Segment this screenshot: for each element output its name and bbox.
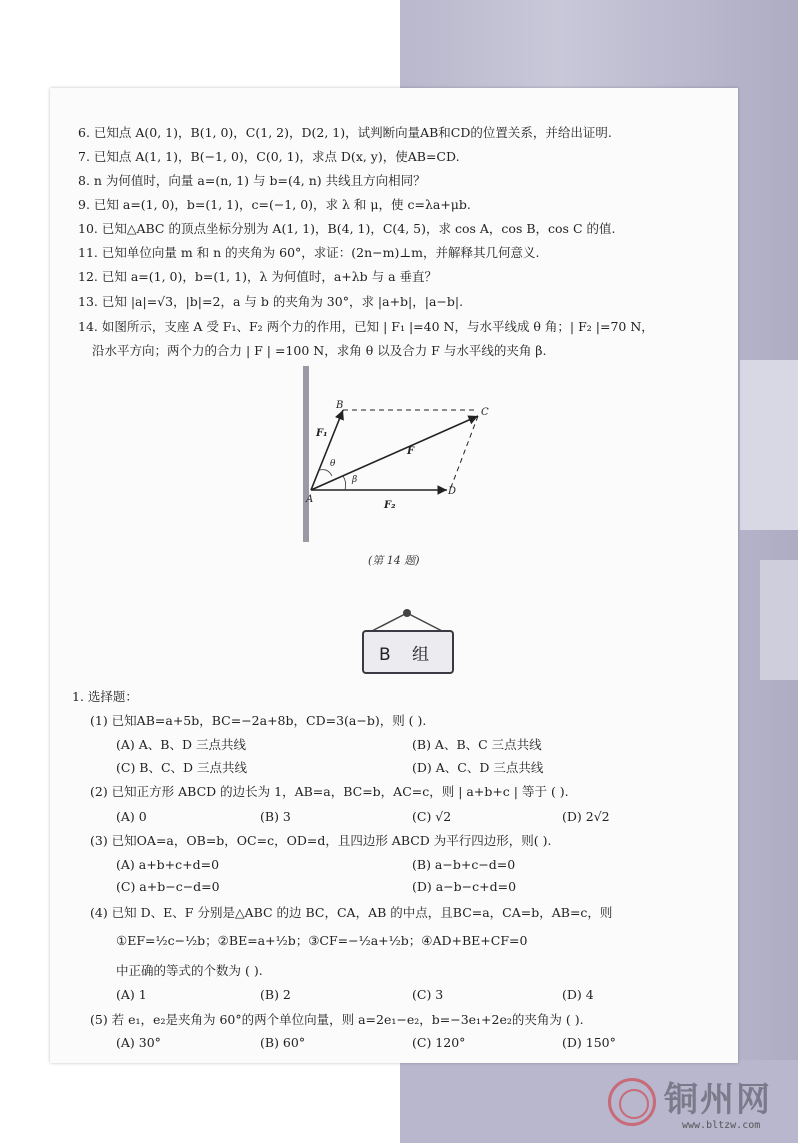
watermark-logo [608,1072,798,1140]
label-theta: θ [330,459,336,469]
force-diagram [298,360,508,550]
label-f: F [407,446,415,457]
problem-3-option-c: (C) a+b−c−d=0 [116,879,220,894]
question-14-line-2: 沿水平方向；两个力的合力 | F | =100 N，求角 θ 以及合力 F 与水平线的夹角 β. [92,343,547,358]
problem-4-option-d: (D) 4 [562,987,594,1002]
figure-caption: (第 14 题) [368,554,420,567]
problem-1-option-c: (C) B、C、D 三点共线 [116,760,248,775]
watermark-name: 铜州网 [664,1080,772,1120]
angle-theta-arc [320,470,332,476]
problem-4-option-b: (B) 2 [260,987,291,1002]
problem-3-option-a: (A) a+b+c+d=0 [116,857,220,872]
sign-label: B 组 [362,630,454,674]
textbook-page [50,88,738,1063]
logo-seal-icon [608,1078,656,1126]
question-14-line-1: 14. 如图所示，支座 A 受 F₁、F₂ 两个力的作用，已知 | F₁ |=40 N，与水平线成 θ 角；| F₂ |=70 N， [78,319,654,334]
problem-5-option-a: (A) 30° [116,1035,161,1050]
problem-5-stem: (5) 若 e₁，e₂是夹角为 60°的两个单位向量，则 a=2e₁−e₂，b=−3e₁+2e₂的夹角为 ( ). [90,1012,584,1027]
problem-5-option-b: (B) 60° [260,1035,306,1050]
problem-4-option-c: (C) 3 [412,987,444,1002]
label-b: B [336,400,344,411]
problem-4-option-a: (A) 1 [116,987,147,1002]
question-8: 8. n 为何值时，向量 a=(n, 1) 与 b=(4, n) 共线且方向相同？ [78,173,426,188]
label-c: C [481,407,489,418]
angle-beta-arc [343,476,346,490]
label-f2: F₂ [384,500,396,511]
problem-1-option-b: (B) A、B、C 三点共线 [412,737,542,752]
problem-3-option-d: (D) a−b−c+d=0 [412,879,517,894]
problem-2-option-a: (A) 0 [116,809,147,824]
problem-3-stem: (3) 已知OA=a，OB=b，OC=c，OD=d，且四边形 ABCD 为平行四边形，则( ). [90,833,552,848]
label-f1: F₁ [316,428,328,439]
question-9: 9. 已知 a=(1, 0)，b=(1, 1)，c=(−1, 0)，求 λ 和 μ，使 c=λa+μb. [78,197,471,212]
question-6: 6. 已知点 A(0, 1)，B(1, 0)，C(1, 2)，D(2, 1)，试判断向量AB和CD的位置关系，并给出证明. [78,125,612,140]
problem-4-stem: (4) 已知 D、E、F 分别是△ABC 的边 BC，CA，AB 的中点，且BC=a，CA=b，AB=c，则 [90,905,613,920]
problem-1-stem: (1) 已知AB=a+5b，BC=−2a+8b，CD=3(a−b)，则 ( ). [90,713,427,728]
problem-1-option-a: (A) A、B、D 三点共线 [116,737,246,752]
problem-2-option-c: (C) √2 [412,809,452,824]
watermark-url: www.bltzw.com [682,1120,761,1131]
section-b-sign [362,608,452,673]
support-wall [303,366,309,542]
problem-5-option-d: (D) 150° [562,1035,616,1050]
problem-2-option-d: (D) 2√2 [562,809,610,824]
problem-4-tail: 中正确的等式的个数为 ( ). [116,963,263,978]
problem-2-stem: (2) 已知正方形 ABCD 的边长为 1，AB=a，BC=b，AC=c，则 | a+b+c | 等于 ( ). [90,784,569,799]
question-13: 13. 已知 |a|=√3，|b|=2，a 与 b 的夹角为 30°，求 |a+b|，|a−b|. [78,294,464,309]
question-12: 12. 已知 a=(1, 0)，b=(1, 1)，λ 为何值时，a+λb 与 a 垂直？ [78,269,438,284]
question-11: 11. 已知单位向量 m 和 n 的夹角为 60°，求证：(2n−m)⊥m，并解释其几何意义. [78,245,540,260]
problem-1-option-d: (D) A、C、D 三点共线 [412,760,544,775]
background-highlight [740,360,798,530]
label-a: A [306,494,314,505]
problem-3-option-b: (B) a−b+c−d=0 [412,857,516,872]
question-10: 10. 已知△ABC 的顶点坐标分别为 A(1, 1)，B(4, 1)，C(4, 5)，求 cos A，cos B，cos C 的值. [78,221,616,236]
problem-5-option-c: (C) 120° [412,1035,466,1050]
problem-2-option-b: (B) 3 [260,809,291,824]
problem-4-equations: ①EF=½c−½b；②BE=a+½b；③CF=−½a+½b；④AD+BE+CF=0 [116,933,528,948]
label-d: D [448,486,457,497]
choice-section-title: 1. 选择题： [72,689,138,704]
label-beta: β [352,475,358,485]
question-7: 7. 已知点 A(1, 1)，B(−1, 0)，C(0, 1)，求点 D(x, y)，使AB=CD. [78,149,460,164]
background-highlight-2 [760,560,798,680]
